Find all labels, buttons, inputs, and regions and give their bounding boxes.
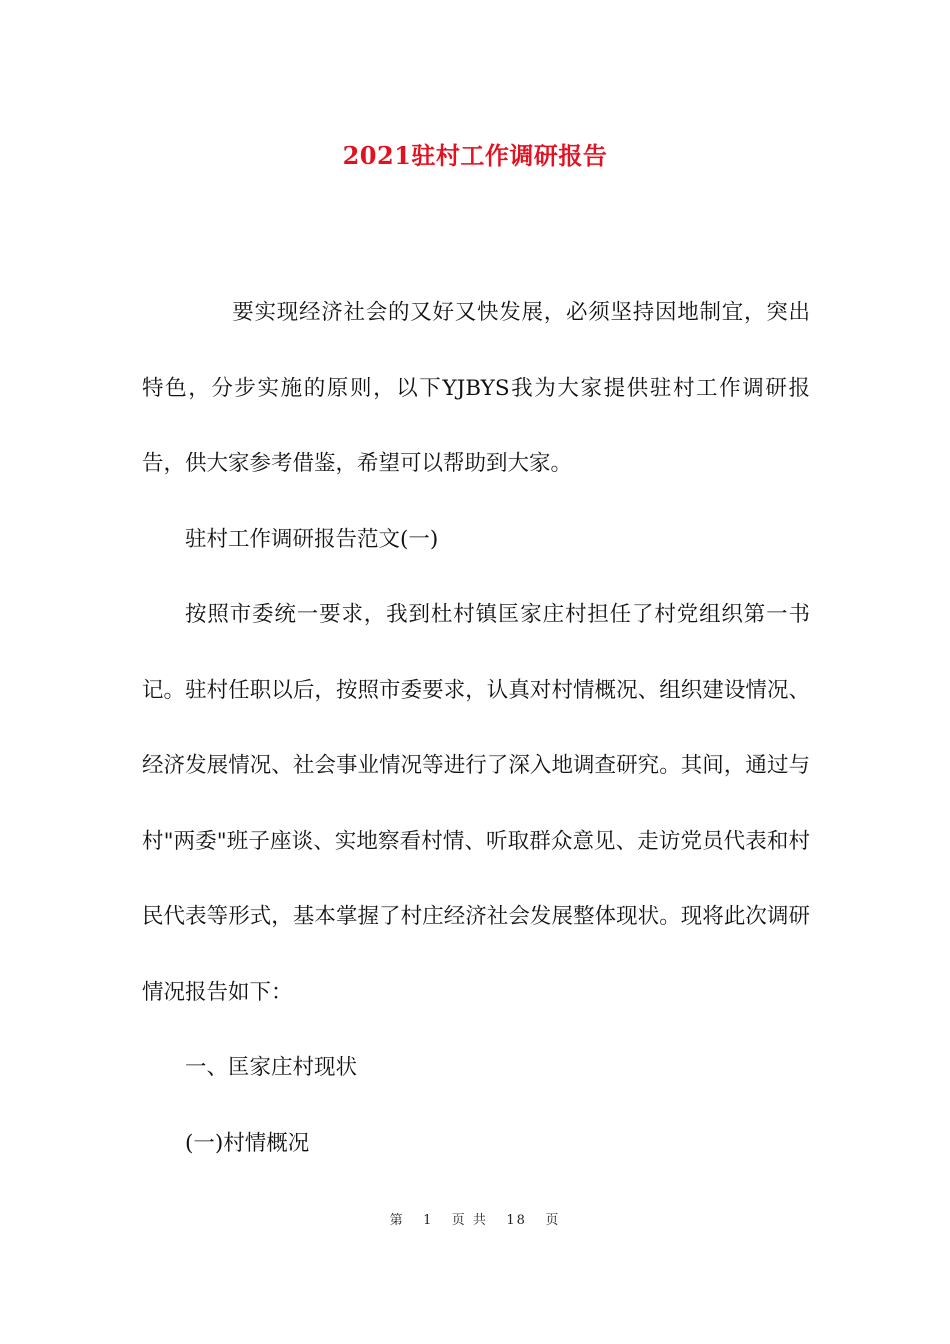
section-heading-sample-one: 驻村工作调研报告范文(一) bbox=[185, 526, 439, 552]
footer-mid: 页 共 bbox=[451, 1213, 488, 1228]
section-heading-village-status: 一、匡家庄村现状 bbox=[185, 1055, 358, 1080]
document-title: 2021驻村工作调研报告 bbox=[342, 141, 608, 170]
body-paragraph: 按照市委统一要求，我到杜村镇匡家庄村担任了村党组织第一书记。驻村任职以后，按照市委要求，认真对村情概况、组织建设情况、经济发展情况、社会事业情况等进行了深入地调查研究。其间，通过与村"两委"班子座谈、实地察看村情、听取群众意见、走访党员代表和村民代表等形式，基本掌握了村庄经济社会发展整体现状。现将此次调研情况报告如下： bbox=[142, 602, 810, 1005]
footer-current-page: 1 bbox=[423, 1213, 434, 1228]
subsection-heading-village-overview: (一)村情概况 bbox=[185, 1130, 310, 1156]
footer-prefix: 第 bbox=[389, 1213, 405, 1228]
intro-paragraph: 要实现经济社会的又好又快发展，必须坚持因地制宜，突出特色，分步实施的原则，以下YJBYS我为大家提供驻村工作调研报告，供大家参考借鉴，希望可以帮助到大家。 bbox=[142, 300, 810, 476]
document-body bbox=[142, 275, 810, 1181]
footer-suffix: 页 bbox=[545, 1213, 561, 1228]
footer-total-pages: 18 bbox=[506, 1213, 527, 1228]
page-footer bbox=[0, 1209, 950, 1228]
